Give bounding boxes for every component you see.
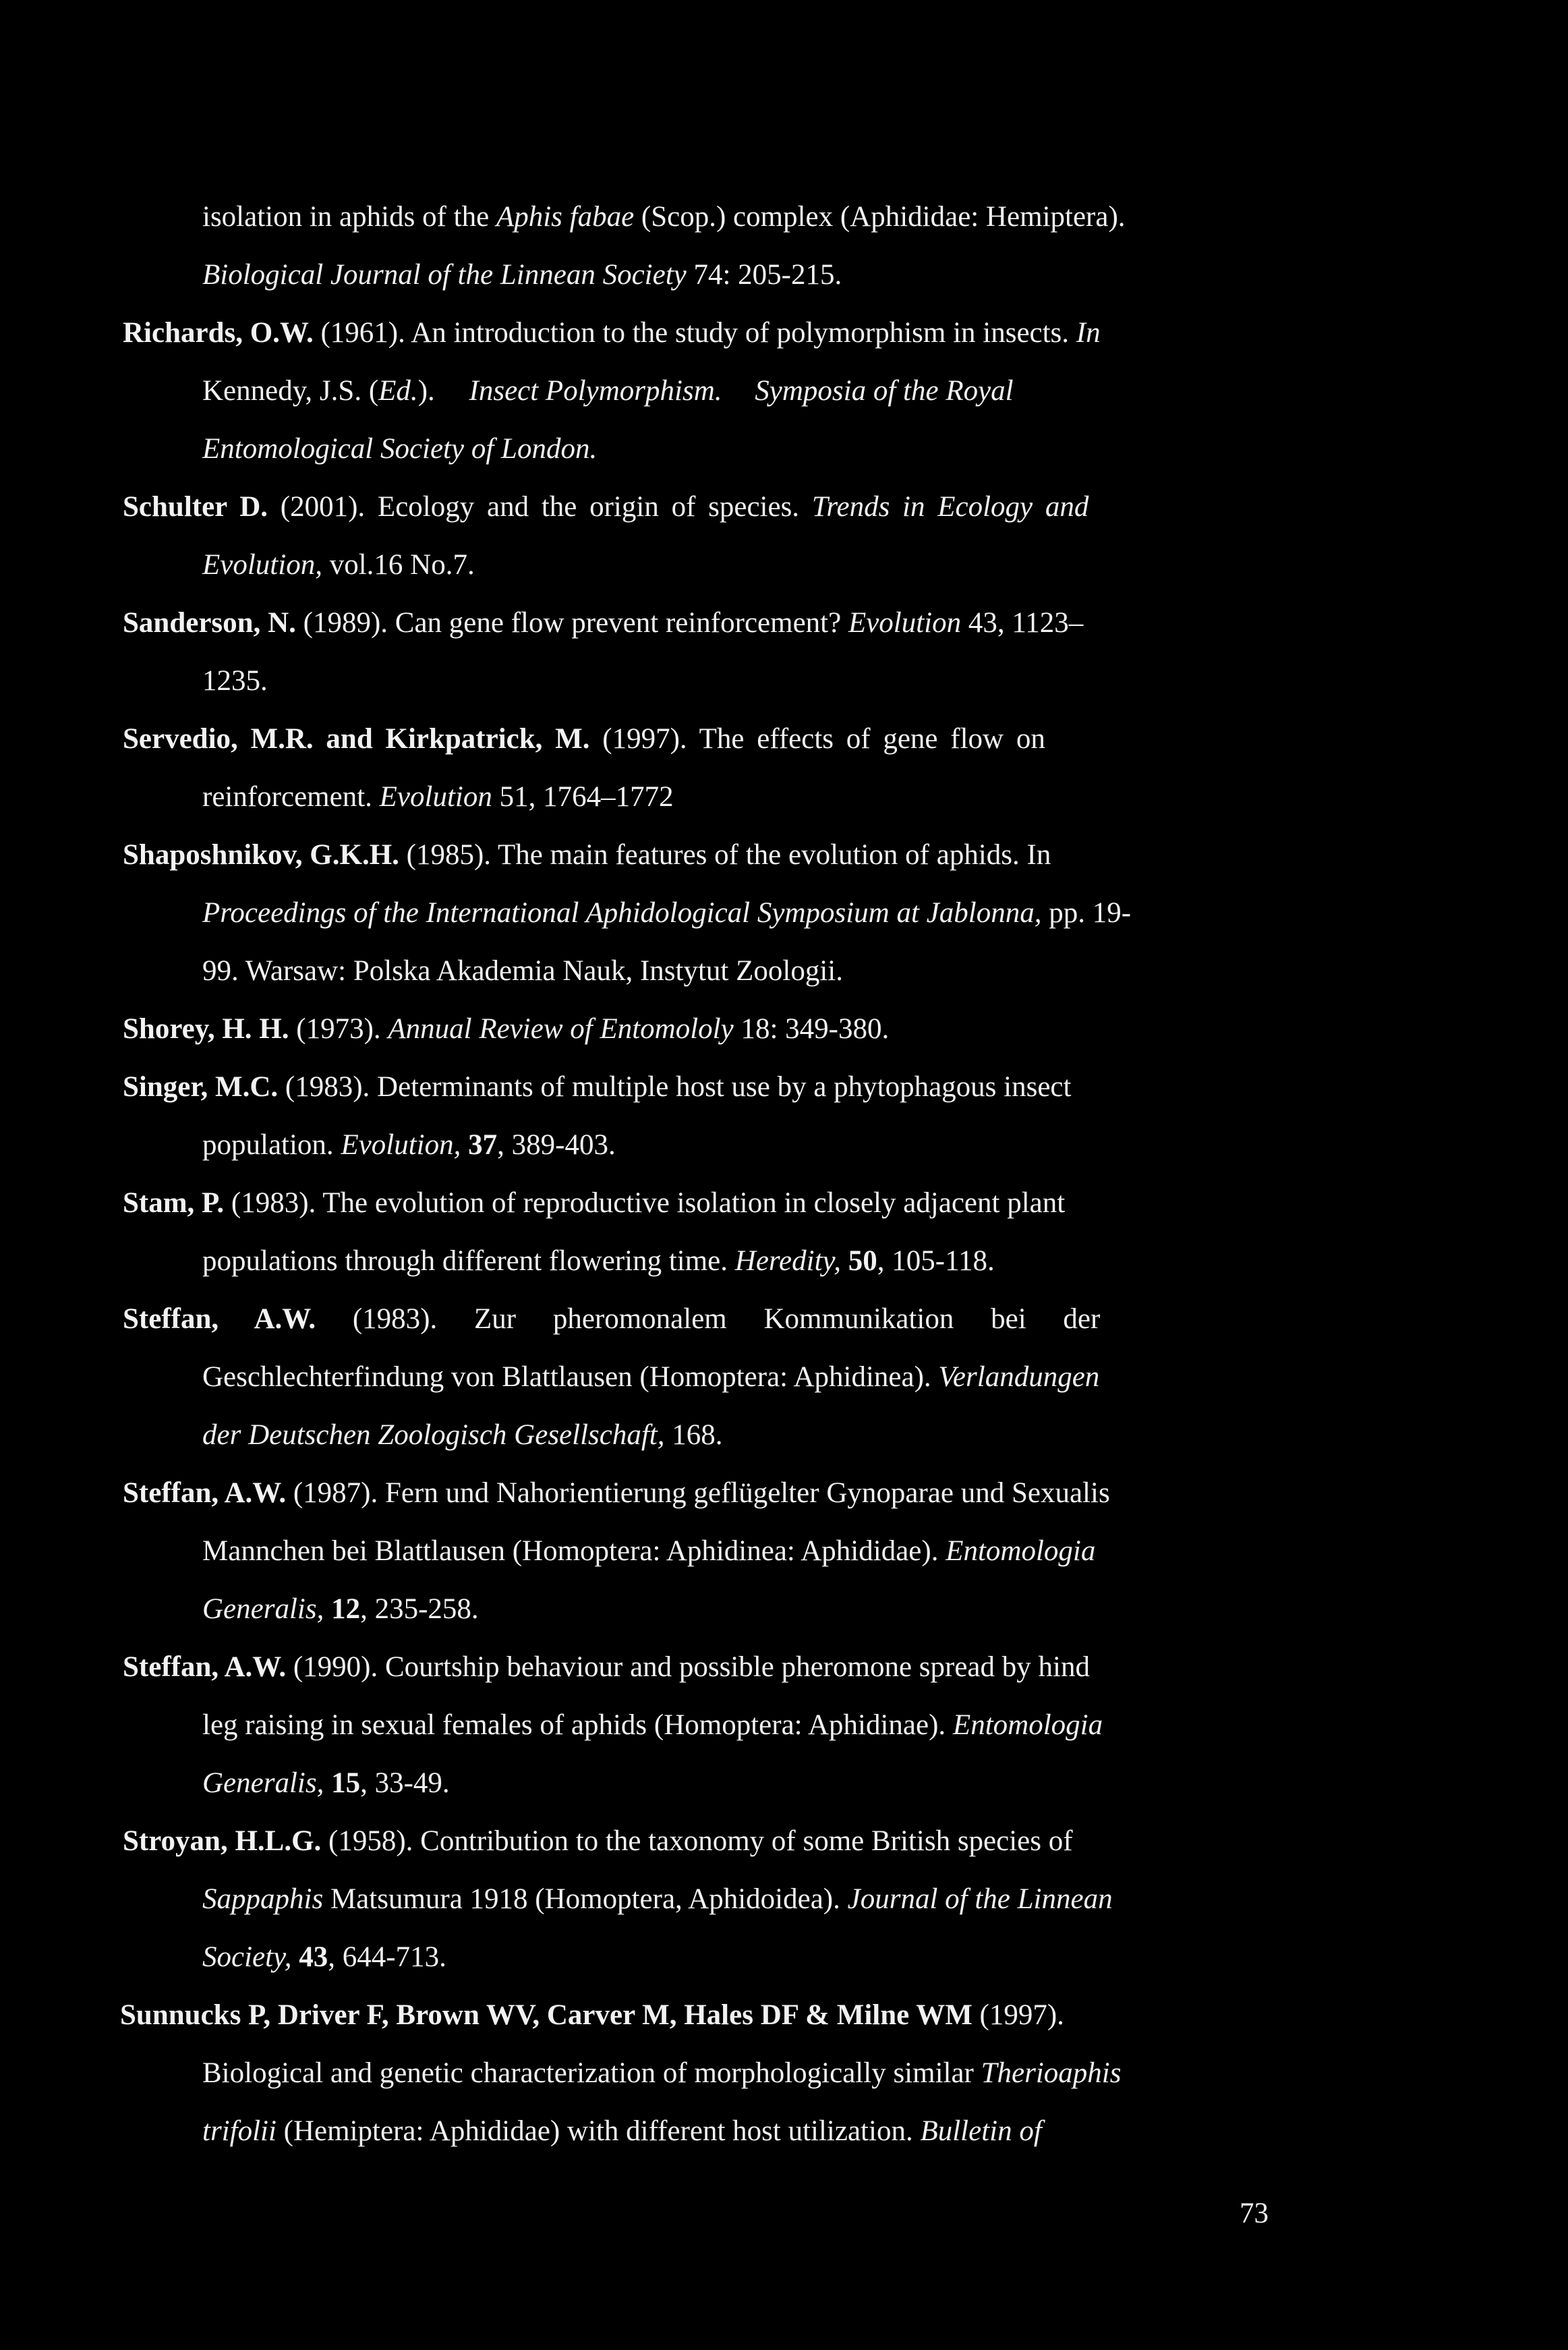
journal-title: Entomologia bbox=[952, 1709, 1103, 1741]
reference-author: Stam, P. bbox=[123, 1187, 225, 1219]
text: (Scop.) complex (Aphididae: Hemiptera). bbox=[634, 201, 1126, 233]
text: Kennedy, J.S. ( bbox=[202, 375, 379, 407]
text: 1235. bbox=[202, 665, 268, 697]
journal-title: Trends in Ecology and bbox=[811, 491, 1089, 523]
reference-line bbox=[202, 1943, 446, 1972]
text: populations through different flowering time. bbox=[202, 1245, 735, 1277]
text: (1958). Contribution to the taxonomy of some British species of bbox=[321, 1825, 1073, 1857]
reference-line bbox=[202, 898, 1131, 927]
reference-author: Shorey, H. H. bbox=[123, 1013, 289, 1045]
text: Ed. bbox=[378, 375, 418, 407]
text: (1989). Can gene flow prevent reinforcement? bbox=[295, 607, 848, 639]
journal-title: Annual Review of Entomololy bbox=[388, 1013, 734, 1045]
volume: 50 bbox=[848, 1245, 877, 1277]
reference-line bbox=[123, 1072, 1071, 1101]
text: (1990). Courtship behaviour and possible pheromone spread by hind bbox=[286, 1651, 1090, 1683]
text: population. bbox=[202, 1129, 341, 1161]
reference-line bbox=[123, 724, 1045, 753]
text: (1987). Fern und Nahorientierung geflügelter Gynoparae und Sexualis bbox=[286, 1477, 1110, 1509]
reference-line bbox=[202, 782, 674, 811]
journal-title: Evolution, bbox=[341, 1129, 461, 1161]
reference-line bbox=[202, 1885, 1113, 1914]
reference-line bbox=[123, 1827, 1073, 1856]
text: Mannchen bei Blattlausen (Homoptera: Aphidinea: Aphididae). bbox=[202, 1535, 946, 1567]
reference-author: Steffan, A.W. bbox=[123, 1651, 287, 1683]
volume: 12 bbox=[331, 1593, 361, 1625]
text: pp. 19- bbox=[1041, 897, 1132, 929]
journal-title: Journal of the Linnean bbox=[847, 1883, 1113, 1915]
reference-author: Servedio, M.R. and Kirkpatrick, M. bbox=[123, 723, 590, 755]
reference-line bbox=[202, 434, 597, 463]
reference-author: Richards, O.W. bbox=[123, 317, 314, 349]
reference-line bbox=[202, 1130, 616, 1159]
book-title: Proceedings of the International Aphidological Symposium at Jablonna, bbox=[202, 897, 1042, 929]
text: 18: 349-380. bbox=[733, 1013, 890, 1045]
journal-title: Verlandungen bbox=[938, 1361, 1100, 1393]
text: (1997). The effects of gene flow on bbox=[589, 723, 1045, 755]
reference-line bbox=[123, 1014, 889, 1043]
reference-line bbox=[202, 550, 475, 579]
reference-line bbox=[202, 2117, 1042, 2146]
reference-line bbox=[123, 1188, 1065, 1217]
journal-title: Entomologia bbox=[946, 1535, 1096, 1567]
journal-title: Generalis, bbox=[202, 1767, 324, 1799]
text: reinforcement. bbox=[202, 781, 380, 813]
text: Geschlechterfindung von Blattlausen (Homoptera: Aphidinea). bbox=[202, 1361, 939, 1393]
reference-line bbox=[202, 1537, 1095, 1566]
reference-line bbox=[202, 1595, 479, 1624]
journal-title: Generalis, bbox=[202, 1593, 324, 1625]
text: In bbox=[1076, 317, 1101, 349]
reference-line bbox=[202, 1246, 995, 1276]
reference-author: Shaposhnikov, G.K.H. bbox=[123, 839, 399, 871]
journal-title: der Deutschen Zoologisch Gesellschaft, bbox=[202, 1419, 665, 1451]
journal-title: Heredity, bbox=[734, 1245, 841, 1277]
reference-line bbox=[123, 1479, 1110, 1508]
volume: 37 bbox=[468, 1129, 498, 1161]
volume: 15 bbox=[331, 1767, 361, 1799]
text: ). bbox=[417, 375, 435, 407]
reference-line bbox=[123, 492, 1088, 521]
text: isolation in aphids of the bbox=[202, 201, 496, 233]
text: vol.16 No.7. bbox=[322, 549, 475, 581]
reference-author: Steffan, A.W. bbox=[123, 1303, 316, 1335]
text: (Hemiptera: Aphididae) with different host utilization. bbox=[276, 2115, 921, 2147]
text: (1961). An introduction to the study of polymorphism in insects. bbox=[313, 317, 1076, 349]
text: , 33-49. bbox=[360, 1767, 450, 1799]
journal-title: Evolution bbox=[379, 781, 492, 813]
text: (1973). bbox=[289, 1013, 388, 1045]
text: 99. Warsaw: Polska Akademia Nauk, Instytut Zoologii. bbox=[202, 955, 843, 987]
reference-line bbox=[120, 2001, 1064, 2030]
text: 51, 1764–1772 bbox=[492, 781, 674, 813]
text: , 389-403. bbox=[497, 1129, 616, 1161]
journal-title: Society, bbox=[202, 1941, 292, 1973]
reference-line bbox=[123, 840, 1051, 869]
species-name: trifolii bbox=[202, 2115, 277, 2147]
reference-author: Steffan, A.W. bbox=[123, 1477, 287, 1509]
reference-line bbox=[202, 202, 1126, 231]
genus-name: Therioaphis bbox=[981, 2057, 1122, 2089]
species-name: Aphis fabae bbox=[496, 201, 635, 233]
reference-author: Singer, M.C. bbox=[123, 1071, 279, 1103]
reference-line bbox=[202, 376, 1014, 405]
text: , 644-713. bbox=[328, 1941, 446, 1973]
reference-line bbox=[202, 1363, 1099, 1392]
reference-line bbox=[202, 1421, 723, 1450]
reference-line bbox=[123, 1653, 1090, 1682]
text: Matsumura 1918 (Homoptera, Aphidoidea). bbox=[323, 1883, 848, 1915]
text: (1983). The evolution of reproductive isolation in closely adjacent plant bbox=[224, 1187, 1066, 1219]
reference-line bbox=[123, 608, 1083, 637]
reference-line bbox=[123, 318, 1101, 347]
reference-line bbox=[202, 260, 842, 289]
reference-line bbox=[202, 1711, 1103, 1740]
reference-line bbox=[202, 2059, 1122, 2088]
reference-line bbox=[202, 1769, 450, 1798]
text: (1983). Zur pheromonalem Kommunikation bei der bbox=[316, 1303, 1101, 1335]
text: Biological and genetic characterization of morphologically similar bbox=[202, 2057, 981, 2089]
journal-title: Evolution bbox=[848, 607, 962, 639]
volume: 43 bbox=[299, 1941, 328, 1973]
reference-line bbox=[123, 1305, 1100, 1334]
page-number: 73 bbox=[1240, 2198, 1269, 2229]
reference-author: Sanderson, N. bbox=[123, 607, 296, 639]
text: (1997). bbox=[972, 1999, 1064, 2031]
reference-line bbox=[202, 666, 268, 695]
text: leg raising in sexual females of aphids (Homoptera: Aphidinae). bbox=[202, 1709, 953, 1741]
text: (1985). The main features of the evolution of aphids. In bbox=[399, 839, 1051, 871]
text: 74: 205-215. bbox=[686, 259, 842, 291]
journal-title: Biological Journal of the Linnean Society bbox=[202, 259, 687, 291]
reference-author: Stroyan, H.L.G. bbox=[123, 1825, 322, 1857]
journal-title: Bulletin of bbox=[920, 2115, 1042, 2147]
text: , 105-118. bbox=[877, 1245, 995, 1277]
reference-line bbox=[202, 956, 843, 985]
text: 168. bbox=[664, 1419, 723, 1451]
text: 43, 1123– bbox=[961, 607, 1084, 639]
series-title: Symposia of the Royal bbox=[755, 375, 1014, 407]
text: (2001). Ecology and the origin of species. bbox=[268, 491, 812, 523]
series-title: Entomological Society of London. bbox=[202, 433, 598, 465]
journal-title: Evolution, bbox=[202, 549, 322, 581]
reference-author: Schulter D. bbox=[123, 491, 268, 523]
book-title: Insect Polymorphism. bbox=[469, 375, 722, 407]
text: (1983). Determinants of multiple host use by a phytophagous insect bbox=[278, 1071, 1072, 1103]
text: , 235-258. bbox=[360, 1593, 479, 1625]
reference-author: Sunnucks P, Driver F, Brown WV, Carver M, Hales DF & Milne WM bbox=[120, 1999, 972, 2031]
genus-name: Sappaphis bbox=[202, 1883, 324, 1915]
